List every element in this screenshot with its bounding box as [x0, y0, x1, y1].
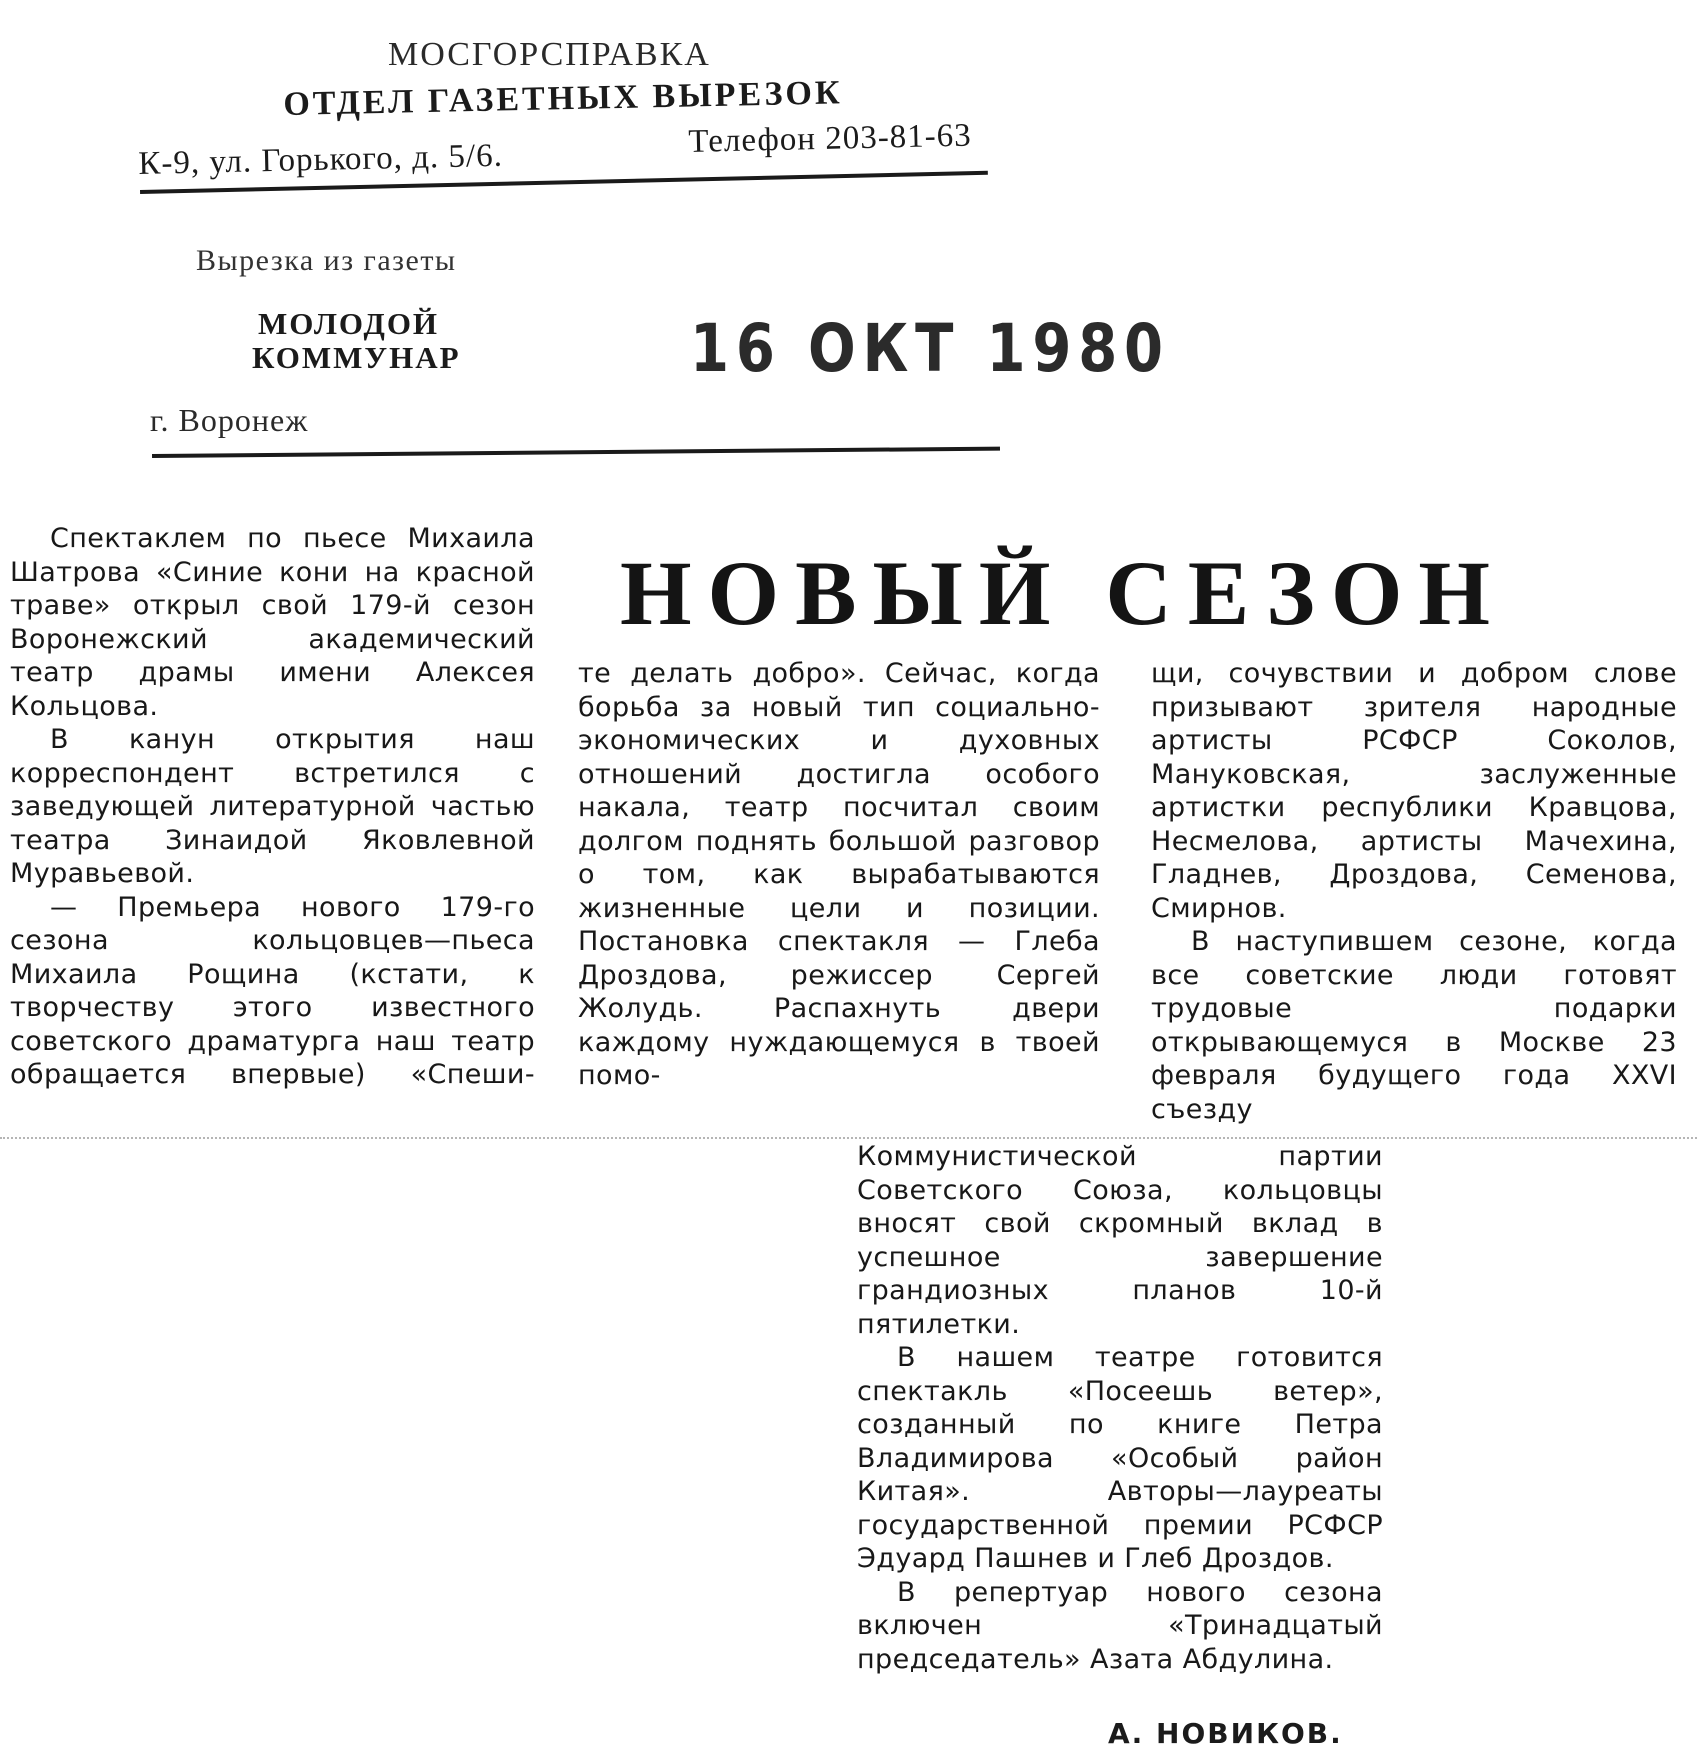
bureau-phone: Телефон 203-81-63 [688, 117, 973, 160]
bureau-address: К-9, ул. Горького, д. 5/6. [138, 137, 504, 182]
bureau-department: ОТДЕЛ ГАЗЕТНЫХ ВЫРЕЗОК [283, 74, 843, 123]
paragraph: те делать добро». Сейчас, когда борьба за новый тип социально-экономических и духовных отношений достигла особого накала, театр посчитал своим долгом поднять большой разговор о том, как вырабатываются жизненные цели и позиции. Постановка спектакля — Глеба Дроздова, режиссер Сергей Жолудь. Распахнуть двери каждому нуждающемуся в твоей помо- [578, 658, 1100, 1091]
paragraph: щи, сочувствии и добром слове призывают зрителя народные артисты РСФСР Соколов, Мануковская, заслуженные артистки республики Кравцова, Несмелова, артисты Мачехина, Гладнев, Дроздова, Семенова, Смирнов. [1151, 658, 1677, 924]
paragraph: В наступившем сезоне, когда все советские люди готовят трудовые подарки открывающемуся в Москве 23 февраля будущего года XXVI съезду [1151, 926, 1677, 1125]
source-divider [152, 447, 1000, 458]
newspaper-name-line2: КОММУНАР [252, 340, 461, 375]
bureau-name: МОСГОРСПРАВКА [388, 36, 711, 73]
newspaper-city: г. Воронеж [150, 402, 309, 438]
article-column-3 [1151, 657, 1677, 1126]
paragraph: В нашем театре готовится спектакль «Посеешь ветер», созданный по книге Петра Владимирова «Особый район Китая». Авторы—лауреаты государственной премии РСФСР Эдуард Пашнев и Глеб Дроздов. [857, 1342, 1383, 1574]
article-headline: НОВЫЙ СЕЗОН [620, 542, 1506, 644]
paragraph: В репертуар нового сезона включен «Тринадцатый председатель» Азата Абдулина. [857, 1576, 1383, 1675]
article-byline: А. НОВИКОВ. [1108, 1717, 1343, 1750]
paragraph: — Премьера нового 179-го сезона кольцовцев—пьеса Михаила Рощина (кстати, к творчеству этого известного советского драматурга наш театр обращается впервые) «Спеши- [10, 891, 535, 1090]
paragraph: В канун открытия наш корреспондент встретился с заведующей литературной частью театра Зинаидой Яковлевной Муравьевой. [10, 724, 535, 889]
article-column-1 [10, 522, 535, 1092]
paragraph: Коммунистической партии Советского Союза, кольцовцы вносят свой скромный вклад в успешное завершение грандиозных планов 10-й пятилетки. [857, 1141, 1383, 1340]
newspaper-name-line1: МОЛОДОЙ [258, 306, 440, 341]
article-column-4 [857, 1140, 1383, 1676]
paragraph: Спектаклем по пьесе Михаила Шатрова «Синие кони на красной траве» открыл свой 179-й сезон Воронежский академический театр драмы имени Алексея Кольцова. [10, 523, 535, 722]
date-stamp: 16 ОКТ 1980 [690, 310, 1170, 387]
clipping-label: Вырезка из газеты [196, 244, 457, 277]
article-column-2 [578, 657, 1100, 1093]
fold-line [0, 1137, 1697, 1139]
